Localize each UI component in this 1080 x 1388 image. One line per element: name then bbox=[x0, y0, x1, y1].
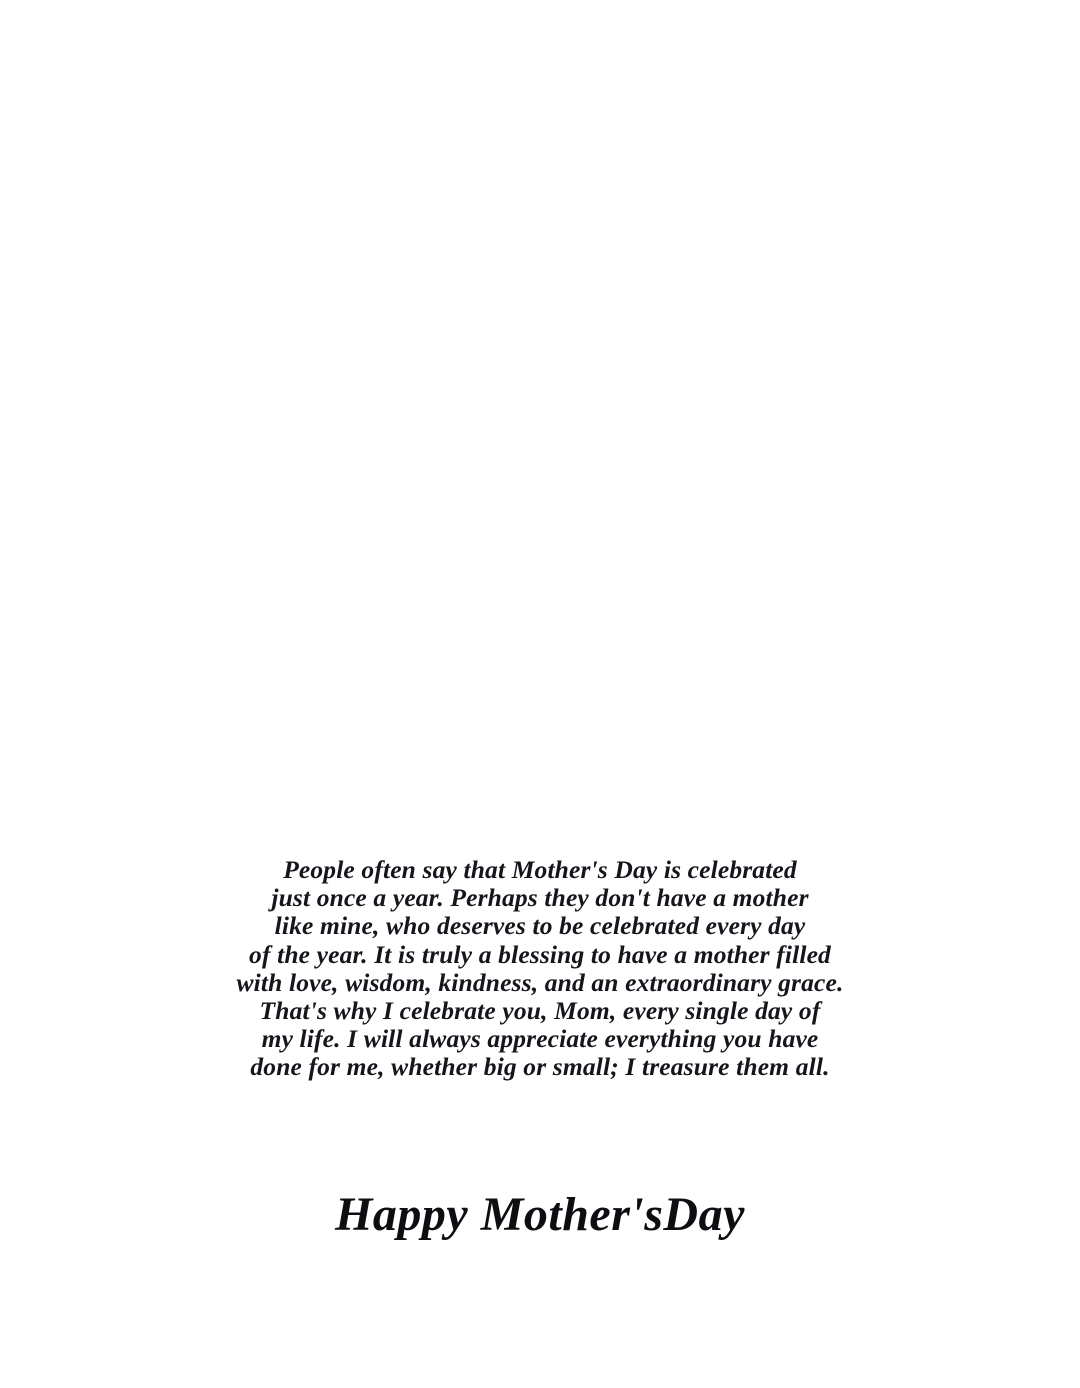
message-line: People often say that Mother's Day is celebrated bbox=[283, 855, 797, 884]
message-body bbox=[0, 856, 1080, 1082]
message-line: That's why I celebrate you, Mom, every single day of bbox=[259, 996, 821, 1026]
message-line: just once a year. Perhaps they don't have a mother bbox=[271, 883, 809, 913]
message-line: of the year. It is truly a blessing to have a mother filled bbox=[249, 939, 831, 969]
message-line: with love, wisdom, kindness, and an extraordinary grace. bbox=[236, 967, 844, 997]
message-line: my life. I will always appreciate everything you have bbox=[261, 1024, 819, 1054]
message-line: done for me, whether big or small; I treasure them all. bbox=[250, 1052, 830, 1082]
message-line: like mine, who deserves to be celebrated every day bbox=[274, 911, 806, 941]
greeting-heading-container bbox=[0, 1186, 1080, 1244]
greeting-heading: Happy Mother'sDay bbox=[335, 1188, 745, 1241]
card-blank-bottom-area bbox=[0, 1258, 1080, 1388]
